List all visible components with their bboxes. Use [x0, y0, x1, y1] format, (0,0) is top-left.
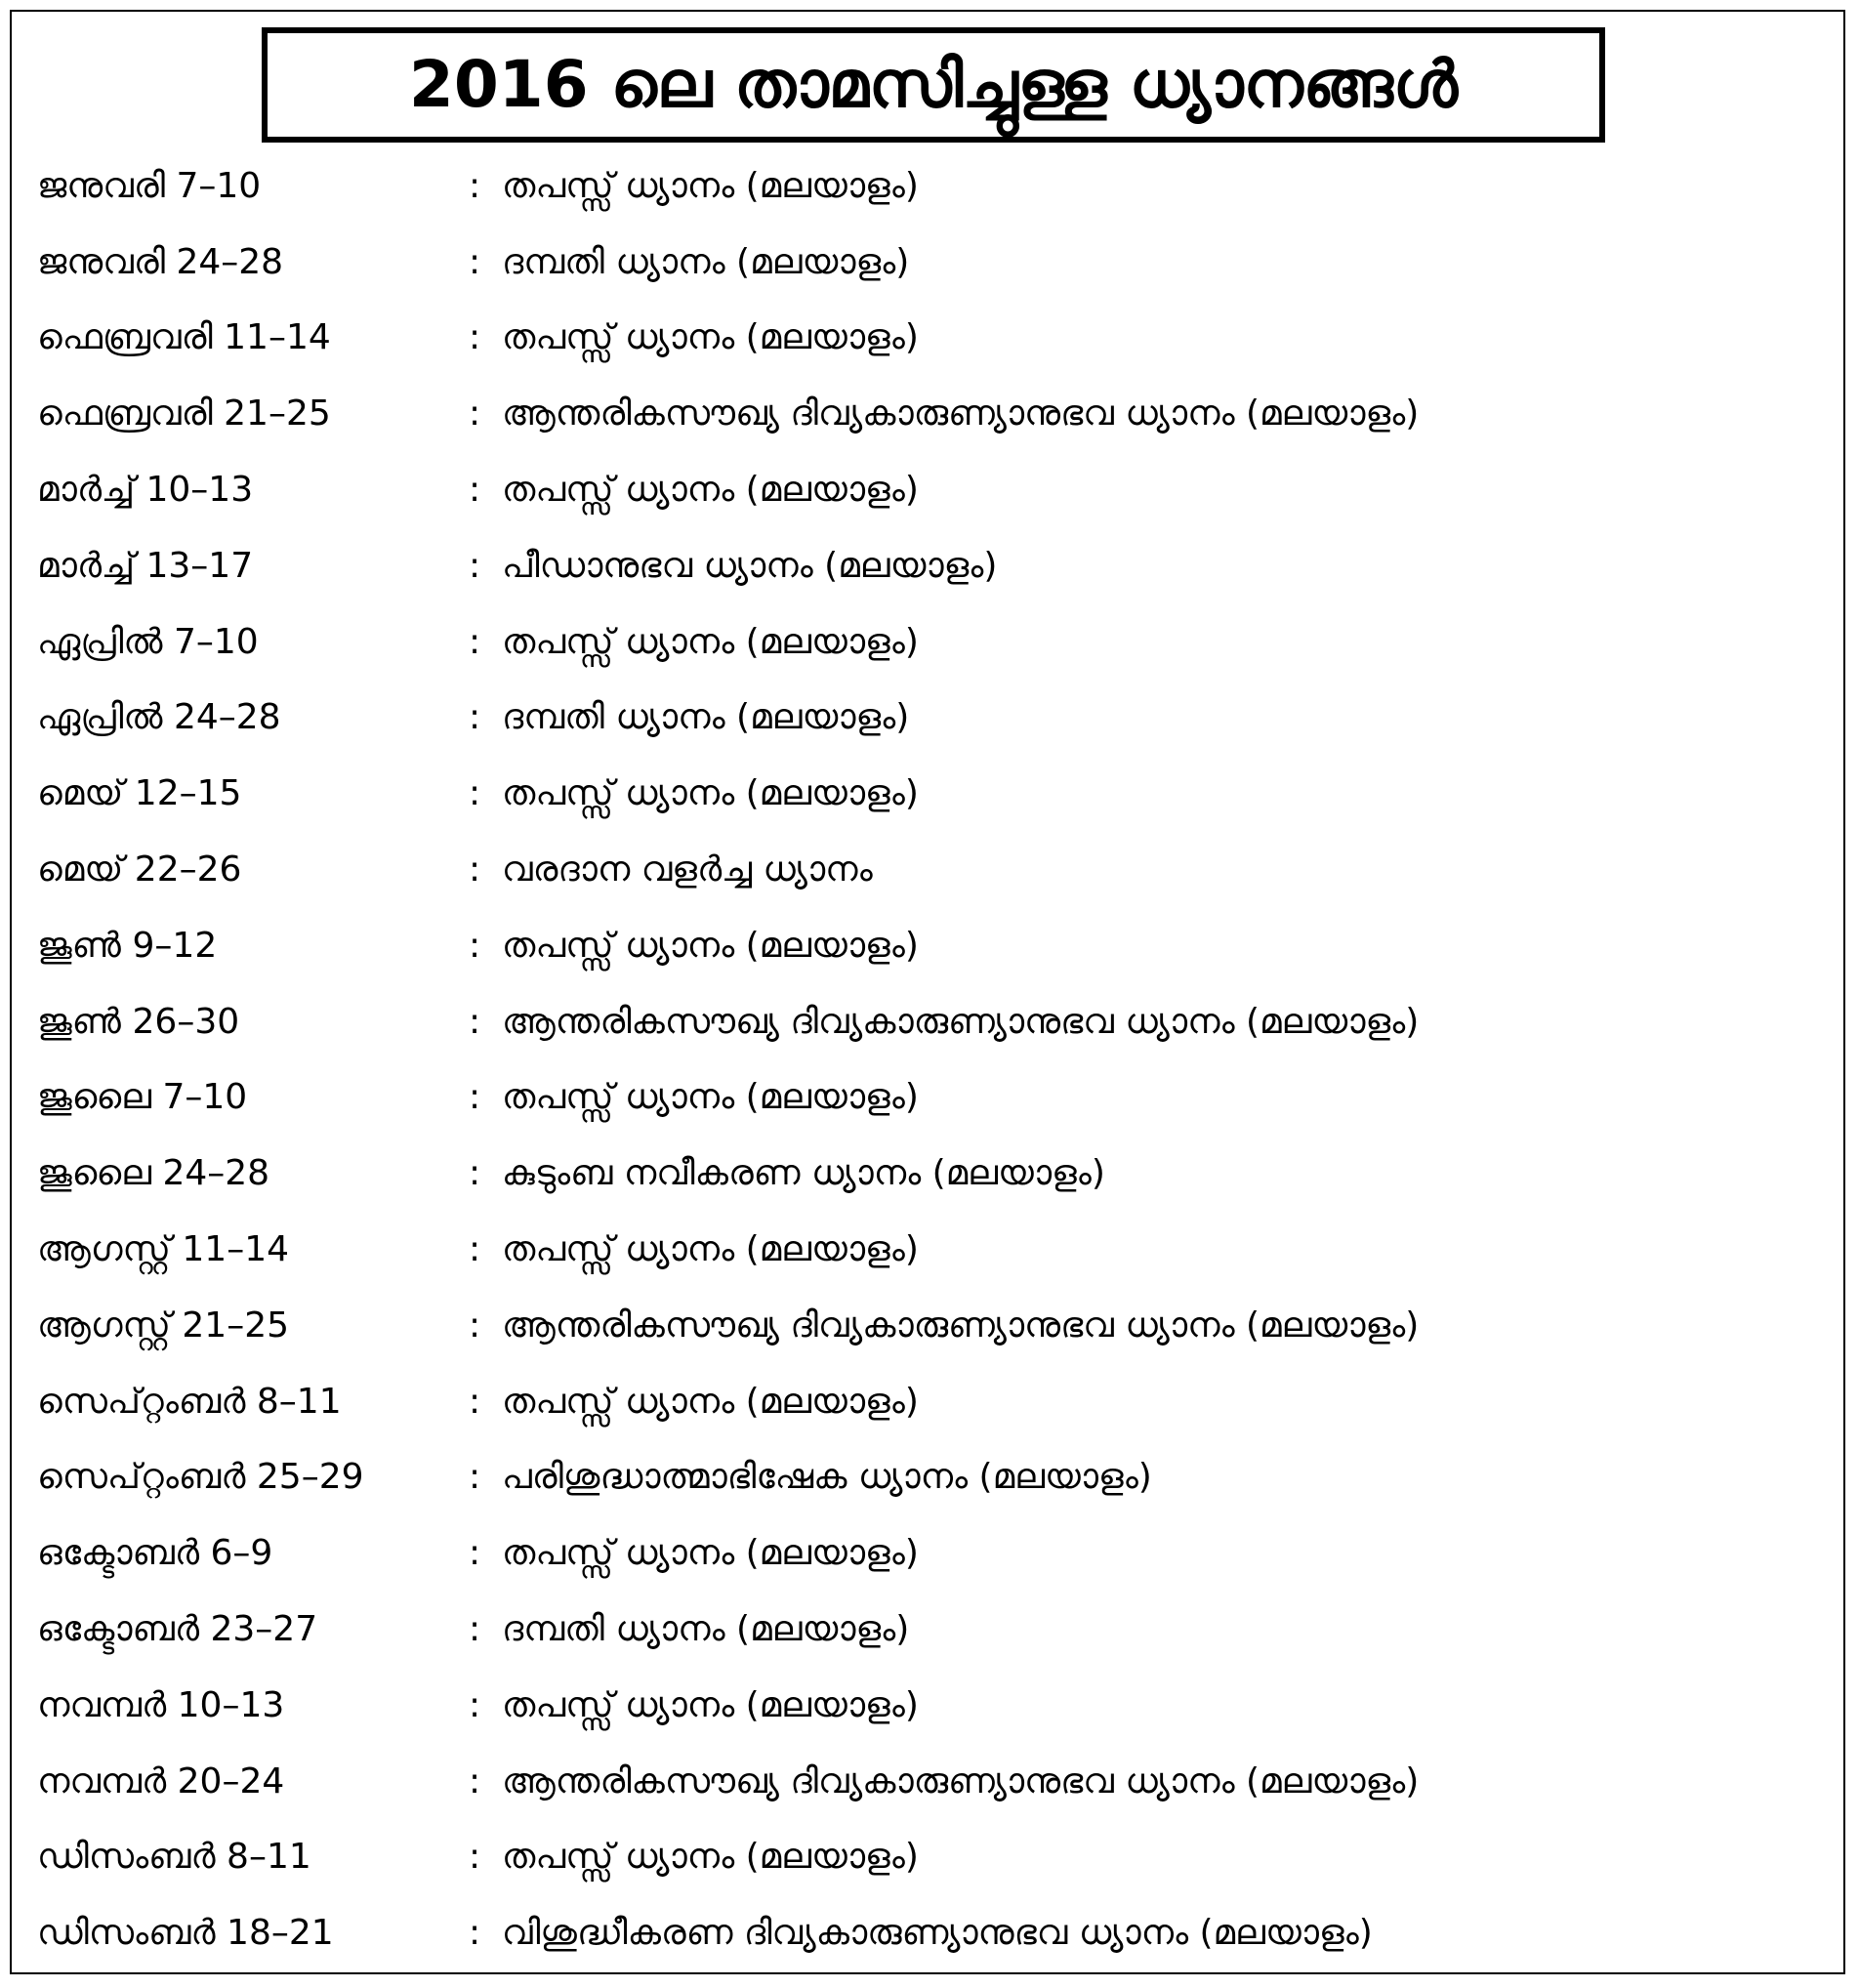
row-separator: :: [469, 165, 481, 206]
row-event: തപസ്സ് ധ്യാനം (മലയാളം): [502, 1229, 919, 1270]
row-event: ആന്തരികസൗഖ്യ ദിവ്യകാരുണ്യാനുഭവ ധ്യാനം (മലയാളം): [502, 1305, 1420, 1346]
schedule-row: [37, 1212, 1834, 1288]
row-separator: :: [469, 1760, 481, 1802]
row-separator: :: [469, 1305, 481, 1346]
row-date: ജൂലൈ 24–28: [37, 1153, 270, 1194]
row-event: തപസ്സ് ധ്യാനം (മലയാളം): [502, 925, 919, 966]
row-separator: :: [469, 925, 481, 966]
schedule-row: [37, 452, 1834, 528]
row-date: മെയ് 22–26: [37, 849, 242, 890]
page-title: 2016 ലെ താമസിച്ചുള്ള ധ്യാനങ്ങൾ: [408, 47, 1459, 122]
row-event: വരദാന വളർച്ച ധ്യാനം: [502, 849, 873, 890]
row-date: ഏപ്രിൽ 24–28: [37, 697, 281, 738]
row-separator: :: [469, 393, 481, 435]
row-date: മാർച്ച് 13–17: [37, 545, 254, 586]
row-event: പരിശുദ്ധാത്മാഭിഷേക ധ്യാനം (മലയാളം): [502, 1457, 1152, 1498]
row-event: തപസ്സ് ധ്യാനം (മലയാളം): [502, 773, 919, 814]
schedule-row: [37, 1440, 1834, 1516]
row-separator: :: [469, 1229, 481, 1270]
row-event: തപസ്സ് ധ്യാനം (മലയാളം): [502, 621, 919, 662]
row-separator: :: [469, 1457, 481, 1498]
schedule-row: [37, 908, 1834, 984]
row-date: ഒക്ടോബർ 6–9: [37, 1533, 273, 1574]
schedule-row: [37, 301, 1834, 377]
row-separator: :: [469, 1001, 481, 1042]
row-date: മാർച്ച് 10–13: [37, 470, 254, 511]
row-date: ഏപ്രിൽ 7–10: [37, 621, 259, 662]
schedule-row: [37, 1895, 1834, 1971]
row-date: ജൂൺ 9–12: [37, 925, 218, 966]
row-separator: :: [469, 1837, 481, 1878]
row-date: ഫെബ്രവരി 11–14: [37, 317, 331, 358]
row-separator: :: [469, 1609, 481, 1650]
row-date: നവമ്പർ 10–13: [37, 1684, 285, 1725]
schedule-row: [37, 1136, 1834, 1212]
row-event: ആന്തരികസൗഖ്യ ദിവ്യകാരുണ്യാനുഭവ ധ്യാനം (മലയാളം): [502, 1001, 1420, 1042]
row-date: ഡിസംബർ 8–11: [37, 1837, 311, 1878]
schedule-row: [37, 1060, 1834, 1137]
row-event: ആന്തരികസൗഖ്യ ദിവ്യകാരുണ്യാനുഭവ ധ്യാനം (മലയാളം): [502, 393, 1420, 435]
schedule-row: [37, 1515, 1834, 1592]
row-event: തപസ്സ് ധ്യാനം (മലയാളം): [502, 470, 919, 511]
row-event: തപസ്സ് ധ്യാനം (മലയാളം): [502, 317, 919, 358]
row-event: തപസ്സ് ധ്യാനം (മലയാളം): [502, 1533, 919, 1574]
schedule-row: [37, 832, 1834, 908]
row-separator: :: [469, 697, 481, 738]
row-separator: :: [469, 849, 481, 890]
row-date: നവമ്പർ 20–24: [37, 1760, 285, 1802]
row-event: തപസ്സ് ധ്യാനം (മലയാളം): [502, 1381, 919, 1422]
schedule-row: [37, 604, 1834, 681]
schedule-row: [37, 528, 1834, 604]
schedule-row: [37, 681, 1834, 757]
schedule-row: [37, 1288, 1834, 1364]
row-separator: :: [469, 621, 481, 662]
row-separator: :: [469, 1381, 481, 1422]
row-date: ജനുവരി 24–28: [37, 241, 284, 282]
schedule-row: [37, 225, 1834, 301]
schedule-row: [37, 984, 1834, 1060]
row-event: തപസ്സ് ധ്യാനം (മലയാളം): [502, 1684, 919, 1725]
row-event: തപസ്സ് ധ്യാനം (മലയാളം): [502, 165, 919, 206]
row-event: ദമ്പതി ധ്യാനം (മലയാളം): [502, 1609, 910, 1650]
row-date: ഒക്ടോബർ 23–27: [37, 1609, 318, 1650]
row-event: കുടുംബ നവീകരണ ധ്യാനം (മലയാളം): [502, 1153, 1105, 1194]
retreat-schedule: [37, 148, 1834, 1971]
row-separator: :: [469, 470, 481, 511]
row-separator: :: [469, 1153, 481, 1194]
title-box: [262, 27, 1605, 143]
row-date: ആഗസ്റ്റ് 21–25: [37, 1305, 290, 1346]
row-separator: :: [469, 241, 481, 282]
row-separator: :: [469, 773, 481, 814]
schedule-row: [37, 1820, 1834, 1896]
row-separator: :: [469, 1684, 481, 1725]
row-date: ജൂലൈ 7–10: [37, 1077, 248, 1118]
row-event: തപസ്സ് ധ്യാനം (മലയാളം): [502, 1837, 919, 1878]
row-date: ആഗസ്റ്റ് 11–14: [37, 1229, 290, 1270]
row-event: ദമ്പതി ധ്യാനം (മലയാളം): [502, 241, 910, 282]
row-event: ദമ്പതി ധ്യാനം (മലയാളം): [502, 697, 910, 738]
row-event: പീഡാനുഭവ ധ്യാനം (മലയാളം): [502, 545, 998, 586]
row-event: തപസ്സ് ധ്യാനം (മലയാളം): [502, 1077, 919, 1118]
row-separator: :: [469, 1077, 481, 1118]
row-event: വിശുദ്ധീകരണ ദിവ്യകാരുണ്യാനുഭവ ധ്യാനം (മലയാളം): [502, 1913, 1373, 1954]
schedule-row: [37, 1592, 1834, 1668]
row-separator: :: [469, 317, 481, 358]
schedule-row: [37, 1668, 1834, 1744]
row-date: മെയ് 12–15: [37, 773, 242, 814]
row-date: സെപ്റ്റംബർ 25–29: [37, 1457, 364, 1498]
row-date: ജൂൺ 26–30: [37, 1001, 240, 1042]
row-date: സെപ്റ്റംബർ 8–11: [37, 1381, 342, 1422]
row-date: ജനുവരി 7–10: [37, 165, 262, 206]
row-separator: :: [469, 1533, 481, 1574]
schedule-row: [37, 1364, 1834, 1440]
row-separator: :: [469, 1913, 481, 1954]
row-date: ഡിസംബർ 18–21: [37, 1913, 334, 1954]
row-date: ഫെബ്രവരി 21–25: [37, 393, 331, 435]
schedule-row: [37, 1744, 1834, 1820]
row-separator: :: [469, 545, 481, 586]
schedule-row: [37, 148, 1834, 225]
row-event: ആന്തരികസൗഖ്യ ദിവ്യകാരുണ്യാനുഭവ ധ്യാനം (മലയാളം): [502, 1760, 1420, 1802]
schedule-row: [37, 756, 1834, 832]
schedule-row: [37, 376, 1834, 452]
